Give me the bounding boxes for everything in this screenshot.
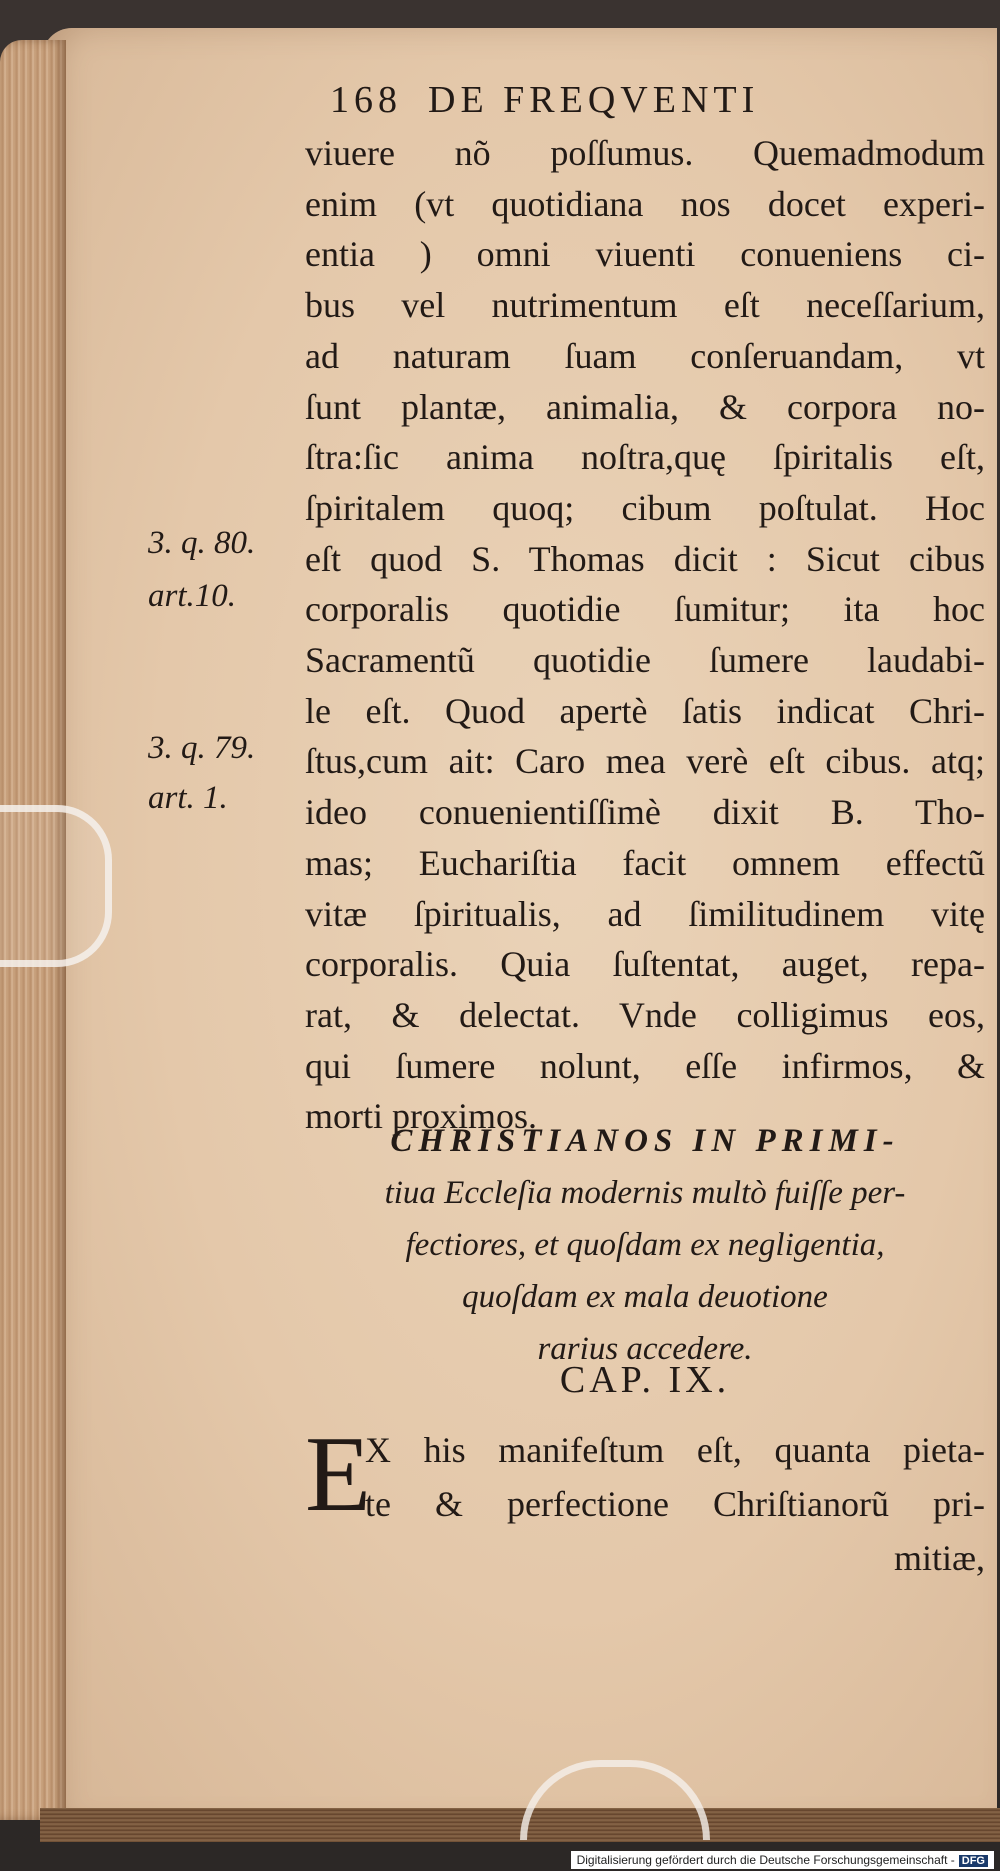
- margin-note: art. 1.: [148, 780, 228, 816]
- text-line: mas; Euchariſtia facit omnem effectũ: [305, 842, 985, 883]
- margin-note: 3. q. 80.: [148, 525, 256, 561]
- chapter-title: CAP. IX.: [559, 1359, 731, 1401]
- text-line: corporalis quotidie ſumitur; ita hoc: [305, 589, 985, 630]
- heading-line: rarius accedere.: [537, 1331, 753, 1367]
- text-line: viuere nõ poſſumus. Quemadmodum: [305, 133, 985, 173]
- dfg-logo: DFG: [959, 1855, 988, 1867]
- drop-cap: E: [305, 1415, 371, 1534]
- heading-line: tiua Eccleſia modernis multò fuiſſe per-: [384, 1175, 906, 1211]
- heading-line: fectiores, et quoſdam ex negligentia,: [405, 1227, 885, 1263]
- margin-note: 3. q. 79.: [148, 730, 256, 766]
- text-line: le eſt. Quod apertè ſatis indicat Chri-: [305, 690, 985, 731]
- text-line: enim (vt quotidiana nos docet experi-: [305, 183, 985, 224]
- chapter-paragraph: [305, 1415, 985, 1585]
- digitization-footer: [571, 1851, 994, 1869]
- text-line: eſt quod S. Thomas dicit : Sicut cibus: [305, 538, 985, 579]
- text-line: qui ſumere nolunt, eſſe infirmos, &: [305, 1045, 985, 1086]
- text-line: corporalis. Quia ſuſtentat, auget, repa-: [305, 944, 985, 985]
- text-line: X his manifeſtum eſt, quanta pieta-: [365, 1430, 985, 1470]
- heading-line: CHRISTIANOS IN PRIMI-: [390, 1123, 900, 1159]
- page-number: 168: [330, 79, 402, 121]
- text-line: vitæ ſpiritualis, ad ſimilitudinem vitę: [305, 893, 985, 934]
- text-line: bus vel nutrimentum eſt neceſſarium,: [305, 285, 985, 326]
- running-title: DE FREQVENTI: [428, 79, 760, 121]
- footer-text: Digitalisierung gefördert durch die Deutsche Forschungsgemeinschaft -: [576, 1853, 955, 1867]
- text-line: ideo conuenientiſſimè dixit B. Tho-: [305, 792, 985, 833]
- text-line: rat, & delectat. Vnde colligimus eos,: [305, 994, 985, 1035]
- text-line: ſpiritalem quoq; cibum poſtulat. Hoc: [305, 487, 985, 528]
- text-line: entia ) omni viuenti conueniens ci-: [305, 234, 985, 275]
- text-line: ſtra:ſic anima noſtra,quę ſpiritalis eſt,: [305, 437, 985, 478]
- text-line: te & perfectione Chriſtianorũ pri-: [365, 1484, 985, 1524]
- text-line: ſtus,cum ait: Caro mea verè eſt cibus. atq;: [305, 741, 985, 782]
- running-head: [330, 78, 759, 122]
- heading-line: quoſdam ex mala deuotione: [462, 1279, 828, 1315]
- text-line: morti proximos.: [305, 1096, 537, 1137]
- text-line: mitiæ,: [893, 1538, 985, 1578]
- margin-note: art.10.: [148, 578, 237, 614]
- text-line: ad naturam ſuam conſeruandam, vt: [305, 335, 985, 376]
- body-text: [305, 128, 985, 1142]
- paper-clip-left: [0, 805, 112, 967]
- text-line: Sacramentũ quotidie ſumere laudabi-: [305, 640, 985, 681]
- text-line: ſunt plantæ, animalia, & corpora no-: [305, 386, 985, 427]
- section-heading: [305, 1115, 985, 1375]
